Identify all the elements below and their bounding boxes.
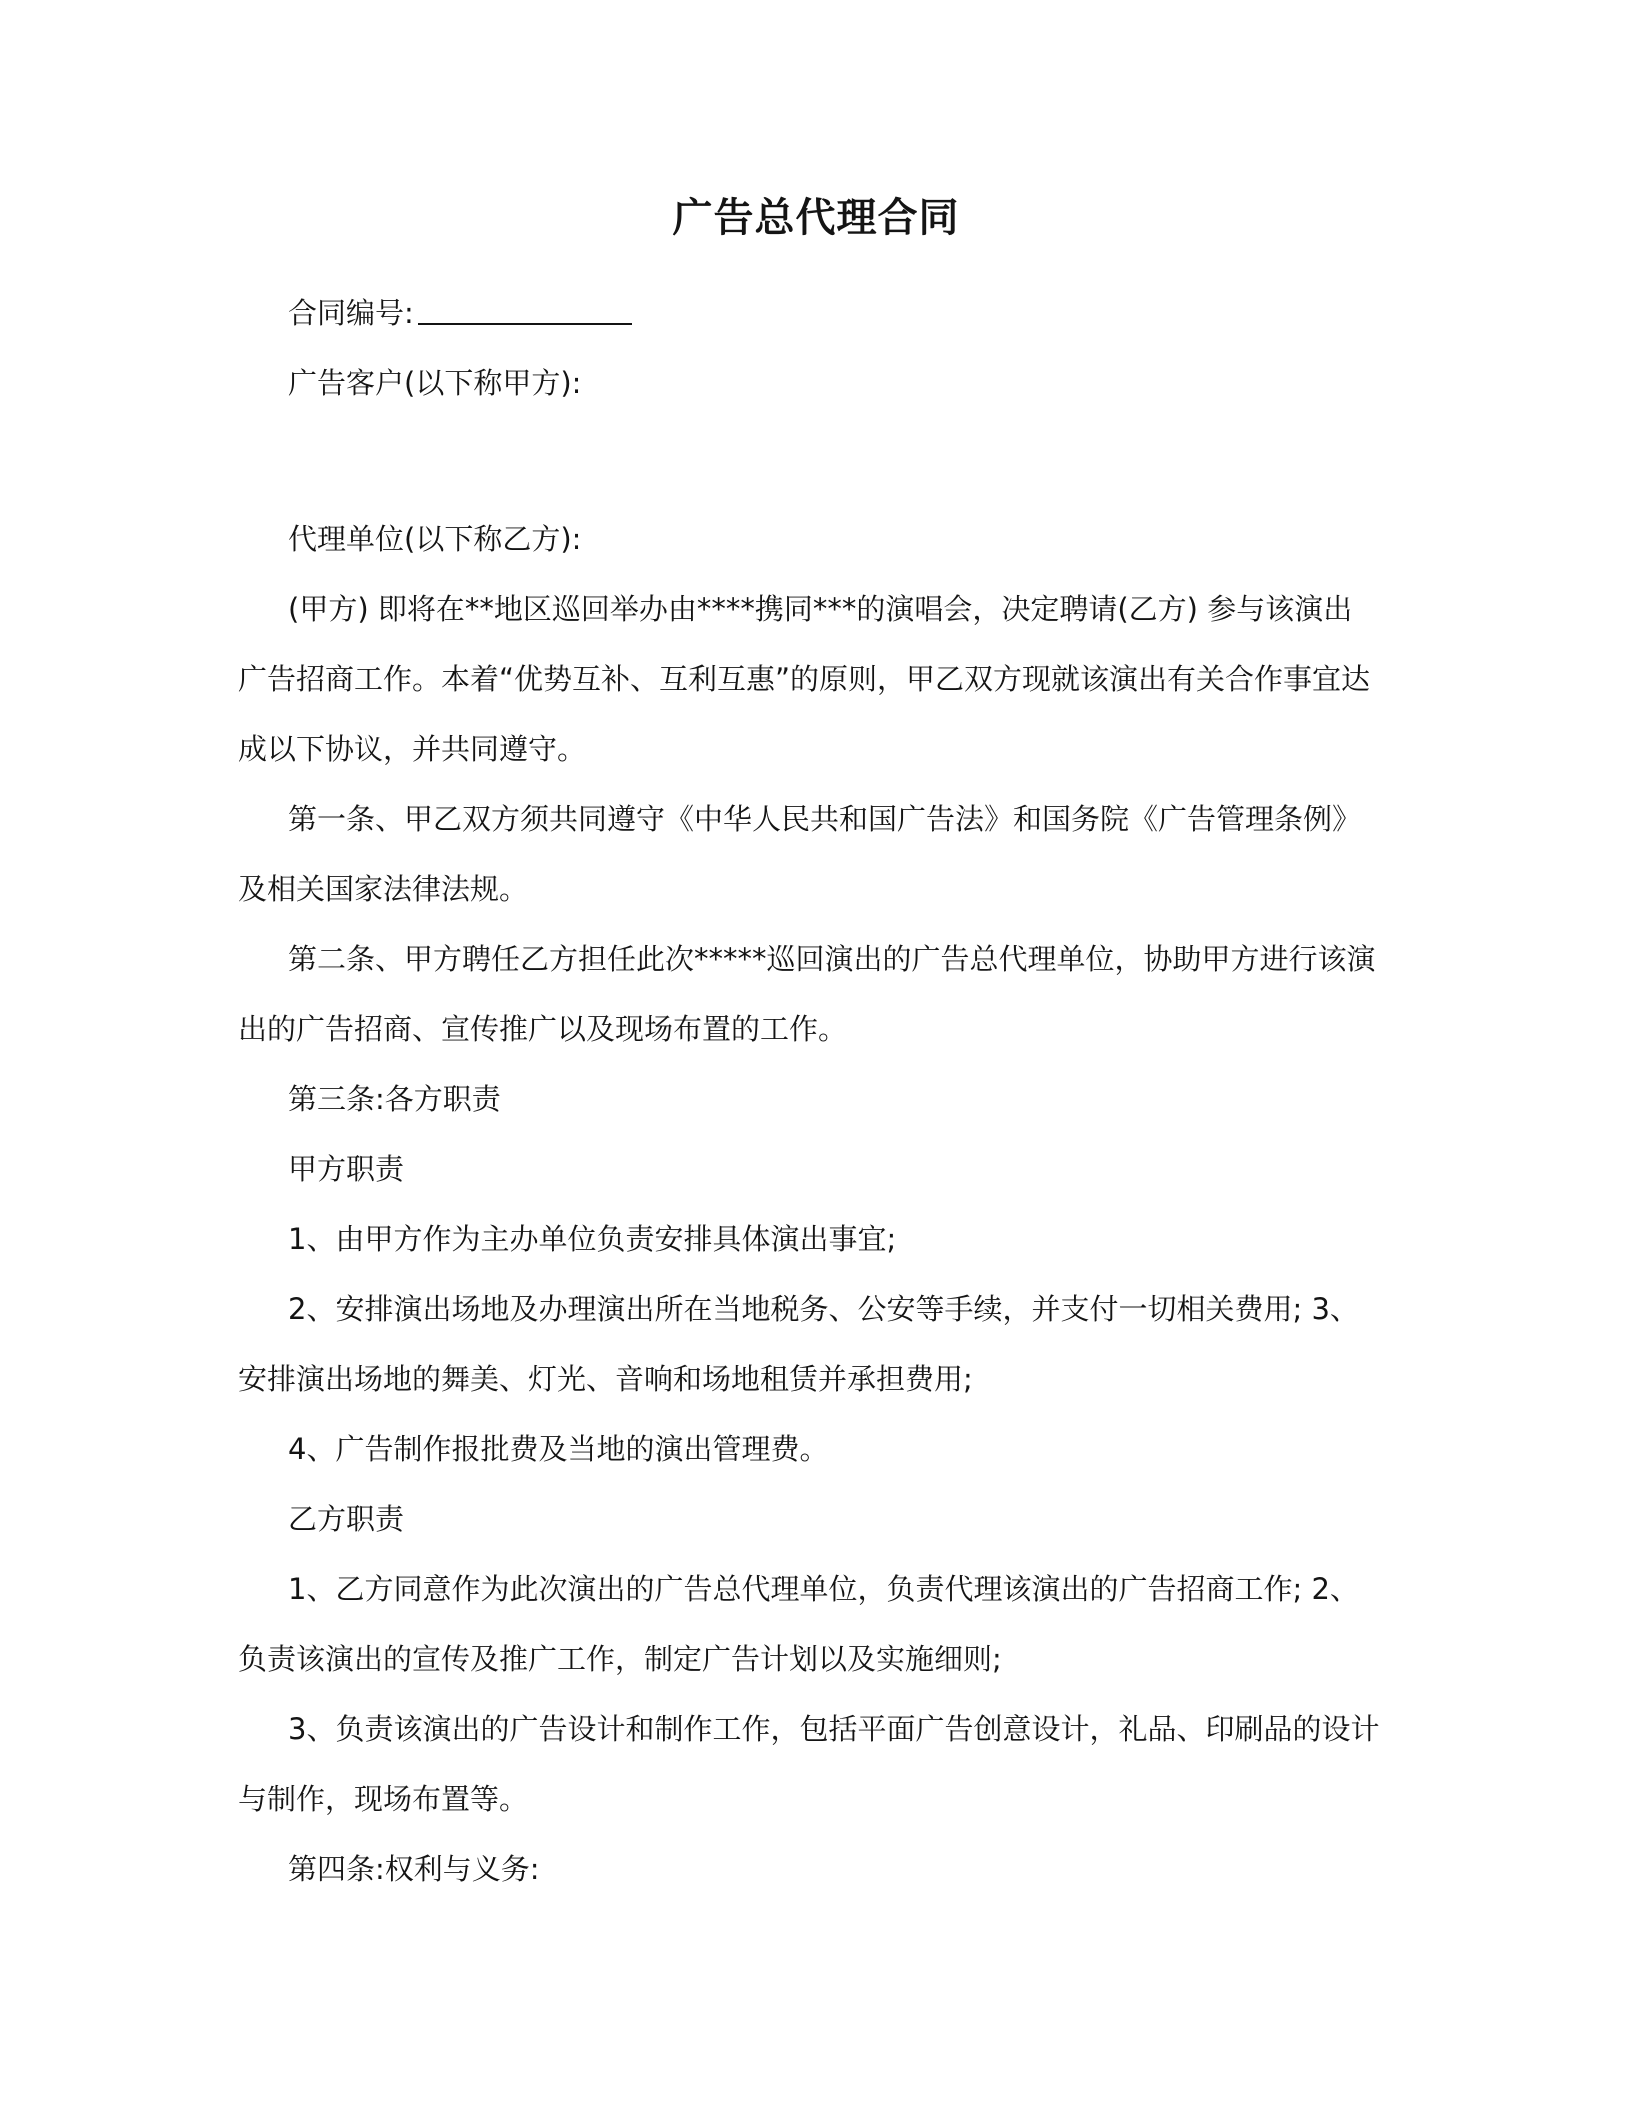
party-a-duty-4: 4、广告制作报批费及当地的演出管理费。	[288, 1432, 829, 1466]
contract-number-label: 合同编号:	[288, 296, 414, 330]
party-b-duty-3: 3、负责该演出的广告设计和制作工作，包括平面广告创意设计，礼品、印刷品的设计与制作，现场布置等。	[238, 1712, 1380, 1816]
document-title: 广告总代理合同	[672, 195, 960, 241]
heading-article-4: 第四条:权利与义务:	[288, 1852, 540, 1886]
paragraph-article-1: 第一条、甲乙双方须共同遵守《中华人民共和国广告法》和国务院《广告管理条例》及相关国家法律法规。	[238, 802, 1362, 906]
heading-party-a-duties: 甲方职责	[288, 1152, 405, 1186]
paragraph-preamble: (甲方) 即将在**地区巡回举办由****携同***的演唱会，决定聘请(乙方) 参与该演出广告招商工作。本着“优势互补、互利互惠”的原则，甲乙双方现就该演出有关合作事宜达成以下协议，并共同遵守。	[238, 592, 1371, 766]
contract-number-line	[238, 278, 1380, 348]
party-a-label: 广告客户(以下称甲方):	[288, 366, 582, 400]
heading-party-b-duties: 乙方职责	[288, 1502, 405, 1536]
contract-number-blank	[418, 299, 632, 325]
document-body	[238, 278, 1380, 1904]
party-b-label: 代理单位(以下称乙方):	[288, 522, 582, 556]
paragraph-article-2: 第二条、甲方聘任乙方担任此次*****巡回演出的广告总代理单位，协助甲方进行该演出的广告招商、宣传推广以及现场布置的工作。	[238, 942, 1376, 1046]
heading-article-3: 第三条:各方职责	[288, 1082, 501, 1116]
party-a-duty-1: 1、由甲方作为主办单位负责安排具体演出事宜;	[288, 1222, 897, 1256]
party-b-duty-1-2: 1、乙方同意作为此次演出的广告总代理单位，负责代理该演出的广告招商工作; 2、负责该演出的宣传及推广工作，制定广告计划以及实施细则;	[238, 1572, 1359, 1676]
party-a-duty-2-3: 2、安排演出场地及办理演出所在当地税务、公安等手续，并支付一切相关费用; 3、安排演出场地的舞美、灯光、音响和场地租赁并承担费用;	[238, 1292, 1359, 1396]
